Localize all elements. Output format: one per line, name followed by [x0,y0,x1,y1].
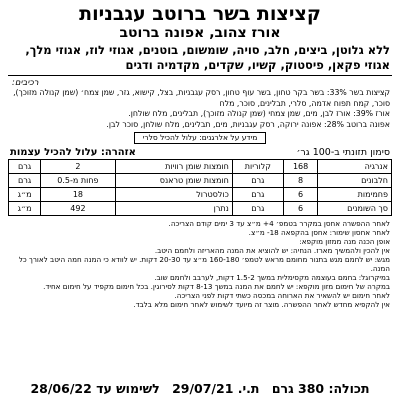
allergen-info-box: מידע על אלרגנים: עלול להכיל סלרי [134,132,267,144]
nutrient-unit: מ״ג [9,188,41,202]
table-row [9,188,392,202]
nutrient-name: אנרגיה [318,160,392,174]
table-row [9,174,392,188]
allergen-info [8,132,392,144]
nutrient-unit: גרם [232,188,283,202]
instruction-line: מגש: יש לחמם מגש בתנור מחומם מראש לטמפ׳ 160-180 מ״צ עד 20-30 דקות. יש לוודא כי המנה חמה היטב לאורך כל המנה. [18,255,390,273]
net-weight: תכולה: 380 גרם [271,381,370,396]
production-date: ת.י. 29/07/21 [172,381,260,396]
instruction-line: לאחר ההפשרה אחסן במקרר בטמפ׳ 4+ מ״צ עד 3 ימים קודם הצריכה. [168,219,390,228]
nutrient-name: חומצות שומן טראנס [115,174,232,188]
instruction-line: אין להכין ולהמשיך מארז. הנחיה: יש להוציא את המנה מהאריזה ולחמם היטב. [154,246,390,255]
nutrient-value: 18 [41,188,115,202]
serving-label: סימון תזונתי ב-100 גר׳ [296,147,390,158]
use-by-date: לשימוש עד 28/06/22 [30,381,160,396]
product-subtitle: אורז צהוב, אפונה ברוטב [119,25,281,41]
bones-warning: אזהרה: עלול להכיל עצמות [10,147,136,158]
instruction-line: במקרה של חימום מזון מוקפא: יש לחמם את המנה במשך 8-13 דקות לסירוגין. בכל חימום מקפיד על חימום אחיד. [43,282,390,291]
table-row [9,202,392,216]
nutrient-name: חלבונים [318,174,392,188]
instruction-line: אין להקפיא מחדש לאחר ההפשרה. מוצר זה מיועד לשימוש לאחר חימום מלא בלבד. [133,300,390,309]
nutrition-table [8,159,392,216]
nutrient-name: חומצות שומן רוויות [115,160,232,174]
nutrient-unit: גרם [9,160,41,174]
nutrient-value: 6 [283,188,317,202]
ingredient-line: אפונה ברוטב 28%: אפונה ירוקה, רסק עגבניות, מים, תבלינים, מלח שולחן, סוכר לבן. [106,119,390,129]
label-footer [6,381,394,396]
ingredient-line: קציצות בשר 33%: בשר בקר טחון, בשר עוף טחון, רסק עגבניות, בצל, קישוא, גזר, שמן צמח׳ (שמן קנולה מזוכך), סוכר, קמח תפוח אדמה, סלרי, תבלינים, סוכר, מלח [13,88,390,108]
nutrient-name: נתרן [115,202,232,216]
nutrient-name: כולסטרול [115,188,232,202]
nutrient-value: 8 [283,174,317,188]
divider [8,75,392,76]
allergen-free-statement: ללא גלוטן, ביצים, חלב, סויה, שומשום, בוטנים, אגוזי לוז, אגוזי מלך, אגוזי פקאן, פיסטוק, קשיו, שקדים, מקדמיה ודגים [25,43,390,72]
nutrient-value: 168 [283,160,317,174]
instruction-line: לאחר חימום יש להשאיר את הארוחה במכסה כשתי דקות לפני הצריכה. [174,291,390,300]
nutrient-value: 6 [283,202,317,216]
nutrient-unit: גרם [232,202,283,216]
nutrient-value: פחות מ-0.5 [41,174,115,188]
nutrient-name: פחמימות [318,188,392,202]
nutrient-name: סך השומנים [318,202,392,216]
ingredient-line: אורז 39%: אורז לבן, מים, שמן צמחי (שמן קנולה מזוכך), תבלינים, מלח שולחן. [128,109,390,118]
nutrition-header [10,147,390,158]
instruction-line: במיקרוגל: בחמם בעוצמה מקסימלית במשך 1.5-2 דקות, לערבב ולחמם שוב. [154,273,390,282]
nutrient-value: 492 [41,202,115,216]
instruction-line: לאחר אחסון שימור: אחסן בהקפאה 18- מ״צ. [248,228,390,237]
nutrient-unit: גרם [232,174,283,188]
preparation-instructions [10,219,390,309]
product-title: קציצות בשר ברוטב עגבניות [79,3,321,25]
ingredients-heading: רכיבים: [12,78,39,88]
nutrient-unit: מ״ג [9,202,41,216]
instruction-line: אופן הכנה מנה ממזון מוקפא: [299,237,390,246]
nutrient-value: 2 [41,160,115,174]
nutrient-unit: קלוריות [232,160,283,174]
nutrient-unit: גרם [9,174,41,188]
table-row [9,160,392,174]
